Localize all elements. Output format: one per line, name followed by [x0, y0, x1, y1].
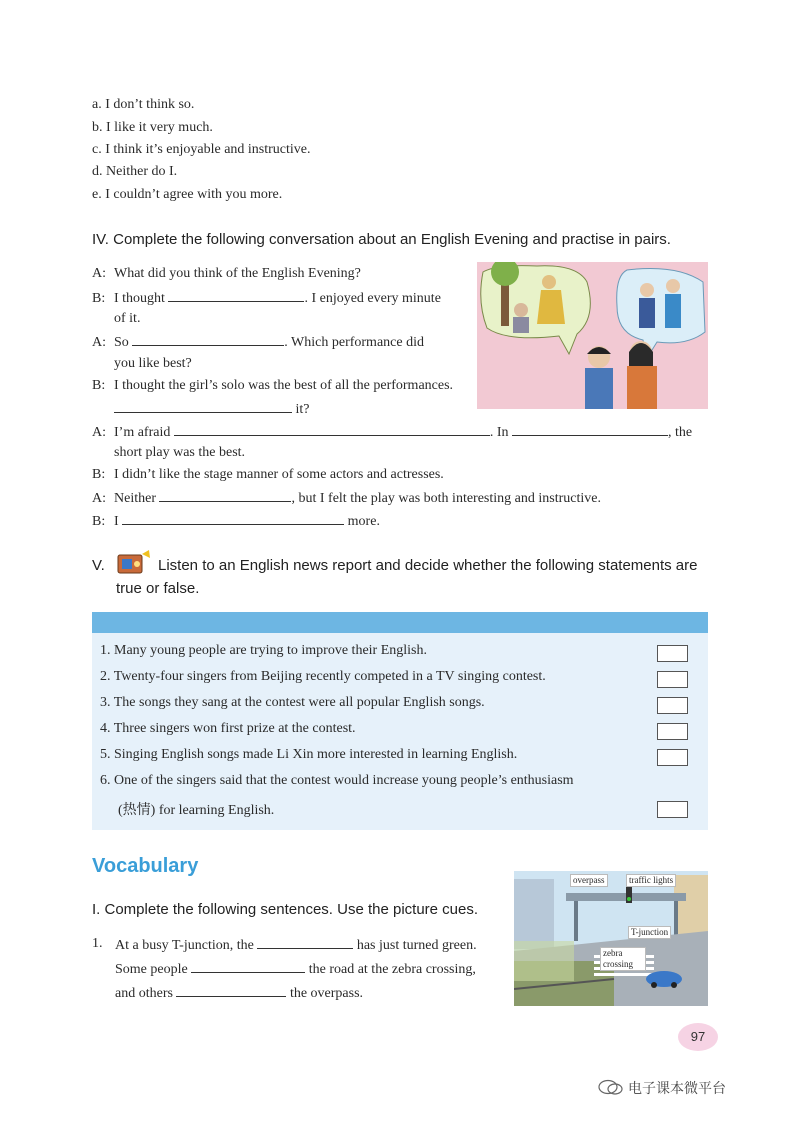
vocab-q1-line-1: At a busy T-junction, the has just turned green.: [115, 938, 477, 953]
blank-1[interactable]: [168, 289, 304, 302]
conv-line-12: B: I more.: [92, 514, 380, 529]
conv-line-7: it?: [114, 400, 310, 418]
answer-box-5[interactable]: [657, 749, 688, 766]
english-evening-illustration: [477, 262, 708, 409]
conv-line-8: A: I’m afraid . In , the: [92, 425, 693, 440]
conv-line-5: you like best?: [114, 356, 192, 371]
wechat-icon: [598, 1079, 624, 1095]
conv-line-11: A: Neither , but I felt the play was both interesting and instructive.: [92, 491, 601, 506]
listening-icon: [116, 550, 152, 576]
statement-6: 6. One of the singers said that the contest would increase young people’s enthusiasm: [100, 773, 574, 788]
watermark-text: 电子课本微平台: [628, 1081, 726, 1097]
statement-2: 2. Twenty-four singers from Beijing recently competed in a TV singing contest.: [100, 669, 546, 684]
conv-line-6: B: I thought the girl’s solo was the best of all the performances.: [92, 378, 454, 393]
answer-box-1[interactable]: [657, 645, 688, 662]
vocabulary-title: Vocabulary: [92, 855, 199, 877]
conv-line-10: B: I didn’t like the stage manner of some actors and actresses.: [92, 467, 444, 482]
answer-box-6[interactable]: [657, 801, 688, 818]
section-4-heading: IV. Complete the following conversation about an English Evening and practise in pairs.: [92, 231, 671, 248]
page-number: 97: [678, 1023, 718, 1051]
statement-6-cont: (热情) for learning English.: [118, 803, 275, 818]
blank-5[interactable]: [512, 423, 668, 436]
section-5-heading-2: true or false.: [116, 580, 200, 597]
statement-1: 1. Many young people are trying to improve their English.: [100, 643, 427, 658]
statement-3: 3. The songs they sang at the contest were all popular English songs.: [100, 695, 485, 710]
option-c: c. I think it’s enjoyable and instructive.: [92, 142, 311, 157]
vocab-q1-line-2: Some people the road at the zebra crossing,: [115, 962, 476, 977]
answer-box-3[interactable]: [657, 697, 688, 714]
vocab-blank-1[interactable]: [257, 936, 353, 949]
option-d: d. Neither do I.: [92, 164, 178, 179]
blank-3[interactable]: [114, 400, 292, 413]
conv-line-9: short play was the best.: [114, 445, 246, 460]
conv-line-1: A: What did you think of the English Evening?: [92, 266, 361, 281]
vocab-q1-line-3: and others the overpass.: [115, 986, 364, 1001]
statement-4: 4. Three singers won first prize at the contest.: [100, 721, 356, 736]
section-5-heading-1: Listen to an English news report and decide whether the following statements are: [158, 557, 698, 574]
picture-label-traffic-lights: traffic lights: [626, 874, 676, 887]
answer-box-4[interactable]: [657, 723, 688, 740]
vocab-q1-number: 1.: [92, 936, 103, 951]
vocab-blank-3[interactable]: [176, 984, 286, 997]
blank-4[interactable]: [174, 423, 490, 436]
picture-label-zebra-crossing: zebra crossing: [600, 947, 646, 971]
vocabulary-heading: I. Complete the following sentences. Use the picture cues.: [92, 901, 479, 918]
statement-5: 5. Singing English songs made Li Xin more interested in learning English.: [100, 747, 518, 762]
blank-2[interactable]: [132, 333, 284, 346]
option-e: e. I couldn’t agree with you more.: [92, 187, 283, 202]
conv-line-4: A: So . Which performance did: [92, 335, 424, 350]
picture-label-t-junction: T-junction: [628, 926, 671, 939]
blank-7[interactable]: [122, 512, 344, 525]
conv-line-3: of it.: [114, 311, 141, 326]
traffic-illustration: [514, 871, 708, 1006]
option-b: b. I like it very much.: [92, 120, 213, 135]
answer-box-2[interactable]: [657, 671, 688, 688]
picture-label-overpass: overpass: [570, 874, 608, 887]
vocab-blank-2[interactable]: [191, 960, 305, 973]
conv-line-2: B: I thought . I enjoyed every minute: [92, 291, 441, 306]
section-5-numeral: V.: [92, 557, 105, 574]
option-a: a. I don’t think so.: [92, 97, 195, 112]
blank-6[interactable]: [159, 489, 291, 502]
statements-table-header-bar: [92, 612, 708, 633]
